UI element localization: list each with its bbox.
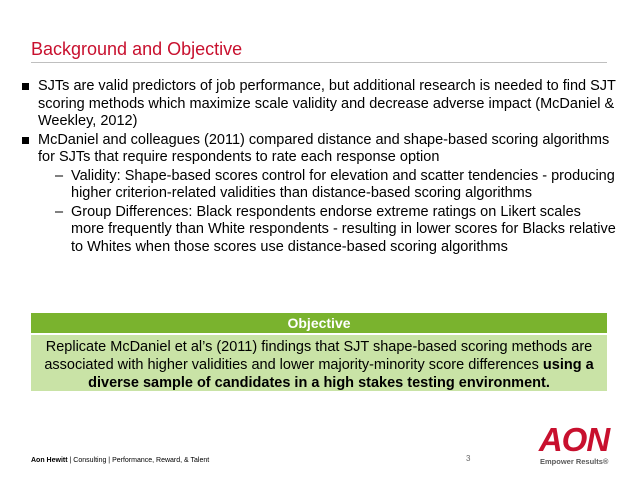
square-bullet-icon <box>22 83 29 90</box>
bullet-list <box>16 78 616 257</box>
aon-logo-text: AON <box>538 421 610 455</box>
objective-header: Objective <box>31 313 607 333</box>
footer-company: Aon Hewitt <box>31 457 68 464</box>
sub-bullet-item <box>16 168 616 203</box>
objective-text: Replicate McDaniel et al’s (2011) findings that SJT shape-based scoring methods are associated with higher validities and lower majority-minority score differences <box>44 339 593 373</box>
sub-bullet-item <box>16 204 616 257</box>
objective-body <box>31 335 607 391</box>
bullet-text: McDaniel and colleagues (2011) compared distance and shape-based scoring algorithms for SJTs that require respondents to rate each response option <box>38 131 610 165</box>
footer <box>31 456 209 465</box>
sub-bullet-text: Validity: Shape-based scores control for elevation and scatter tendencies - producing higher criterion-related validities than distance-based scoring algorithms <box>71 167 615 201</box>
bullet-text: SJTs are valid predictors of job performance, but additional research is needed to find SJT scoring methods which maximize scale validity and decrease adverse impact (McDaniel & Weekley, 2012) <box>38 78 616 129</box>
square-bullet-icon <box>22 137 29 144</box>
objective-emphasis-text: using a diverse sample of candidates in a high stakes testing environment. <box>88 357 594 391</box>
footer-separator: | <box>106 457 113 464</box>
sub-bullet-text: Group Differences: Black respondents endorse extreme ratings on Likert scales more frequently than White respondents - resulting in lower scores for Blacks relative to Whites when those scores use distance-based scoring algorithms <box>71 203 616 255</box>
bullet-item <box>16 132 616 167</box>
page-number: 3 <box>466 454 471 463</box>
dash-bullet-icon: – <box>55 167 64 184</box>
dash-bullet-icon: – <box>55 203 64 220</box>
footer-item: Consulting <box>73 457 107 464</box>
brand-tagline: Empower Results® <box>540 457 609 466</box>
aon-logo <box>534 421 614 455</box>
title-divider <box>31 62 607 63</box>
bullet-item <box>16 78 616 131</box>
footer-separator: | <box>67 457 74 464</box>
slide-title: Background and Objective <box>31 39 243 59</box>
footer-item: Performance, Reward, & Talent <box>112 457 210 464</box>
